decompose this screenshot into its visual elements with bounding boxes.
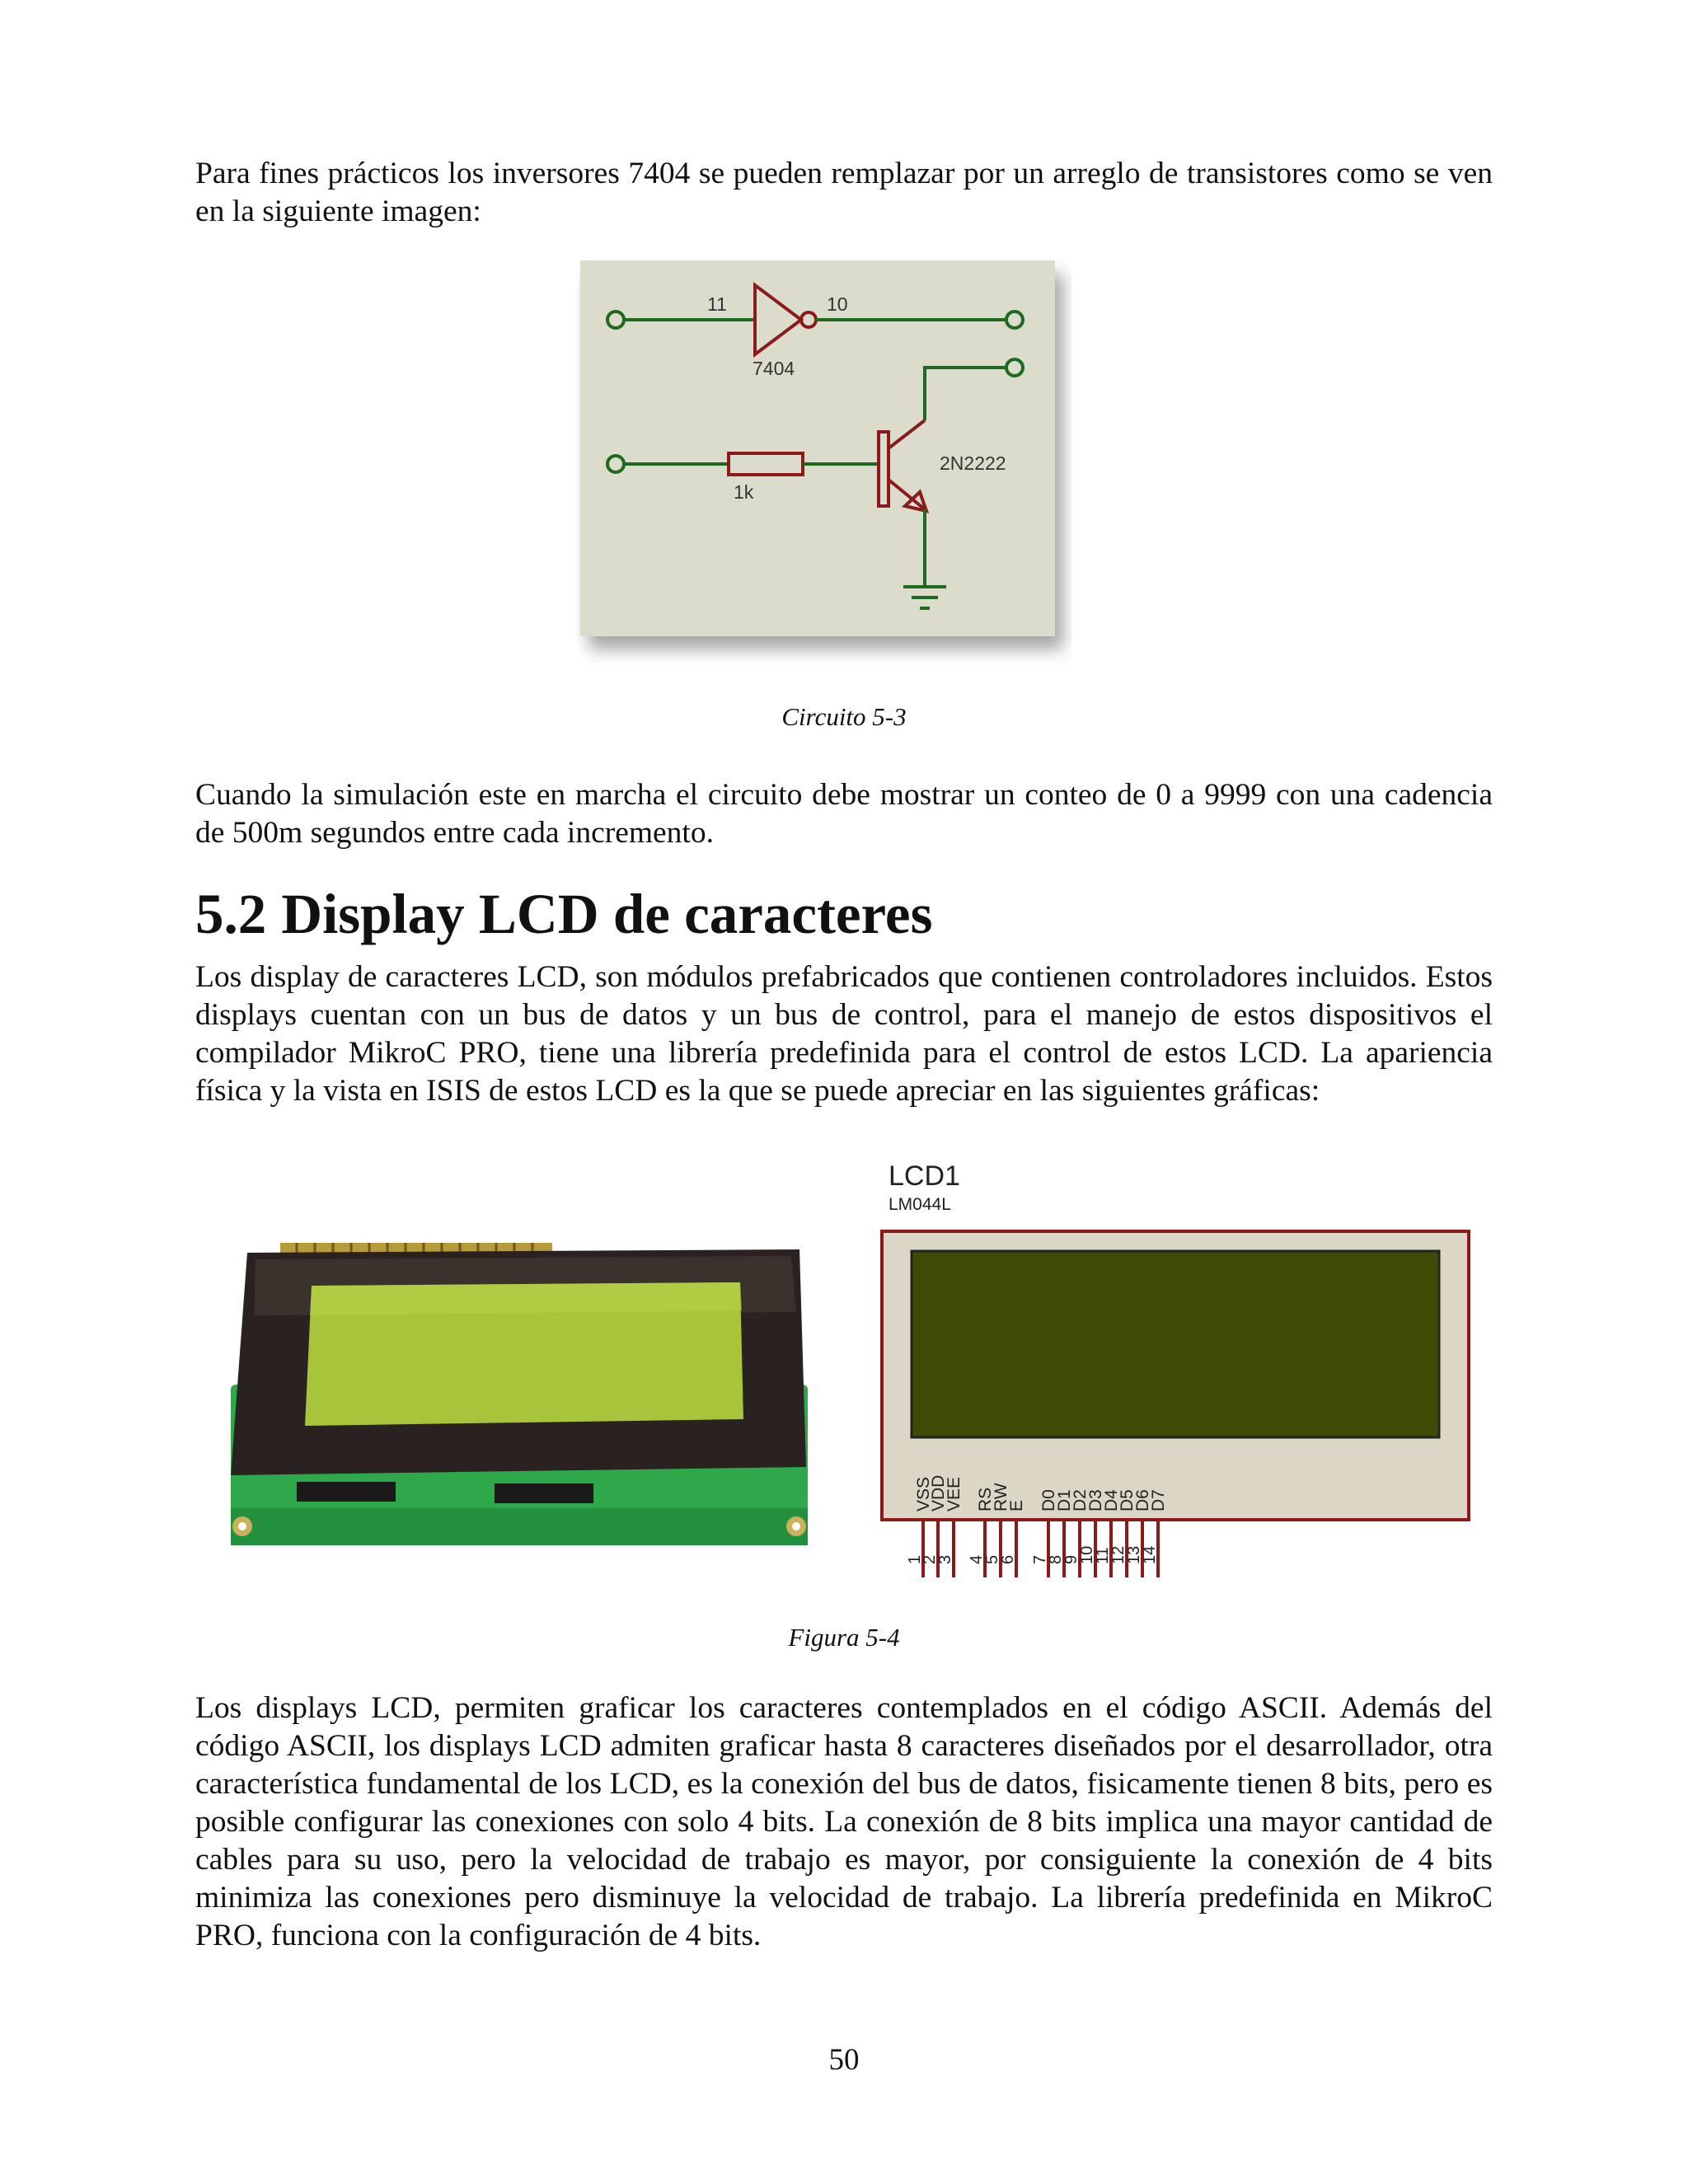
- lcd-pin-number: 7: [1031, 1554, 1049, 1564]
- lcd-pin-name: E: [1007, 1499, 1026, 1511]
- lcd-pin-name: D6: [1133, 1489, 1152, 1511]
- inverter-label: 7404: [753, 358, 795, 379]
- lcd-ref-label: LCD1: [889, 1160, 960, 1192]
- section-title: Display LCD de caracteres: [281, 883, 933, 945]
- lcd-pin-name: D0: [1039, 1489, 1058, 1511]
- intro-paragraph: Para fines prácticos los inversores 7404 se pueden remplazar por un arreglo de transistores como se ven en la siguiente imagen:: [195, 157, 1493, 228]
- lcd-pin-number: 11: [1094, 1547, 1112, 1564]
- pin-in-label: 11: [707, 293, 727, 315]
- lcd-details-paragraph: Los displays LCD, permiten graficar los caracteres contemplados en el código ASCII. Además del código ASCII, los displays LCD admiten graficar hasta 8 caracteres diseñados por el desarrollador, otra característica fundamental de los LCD, es la conexión del bus de datos, fisicamente tienen 8 bits, pero es posible configurar las conexiones con solo 4 bits. La conexión de 8 bits implica una mayor cantidad de cables para su uso, pero la velocidad de trabajo es mayor, por consiguiente la conexión de 4 bits minimiza las conexiones pero disminuye la velocidad de trabajo. La librería predefinida en MikroC PRO, funciona con la configuración de 4 bits.: [195, 1691, 1493, 1952]
- transistor-inverter-schematic: [577, 257, 1071, 669]
- lcd-pin-number: 3: [936, 1554, 954, 1564]
- circuit-caption: Circuito 5-3: [781, 702, 907, 731]
- lcd-pin-name: D7: [1149, 1489, 1168, 1511]
- lcd-intro-paragraph: Los display de caracteres LCD, son módulos prefabricados que contienen controladores incluidos. Estos displays cuentan con un bus de datos y un bus de control, para el manejo de estos dispositivos el compilador MikroC PRO, tiene una librería predefinida para el control de estos LCD. La apariencia física y la vista en ISIS de estos LCD es la que se puede apreciar en las siguientes gráficas:: [195, 960, 1493, 1108]
- transistor-label: 2N2222: [940, 452, 1006, 474]
- section-heading: [195, 877, 932, 951]
- lcd-isis-schematic: [874, 1154, 1484, 1582]
- figure-caption: Figura 5-4: [788, 1623, 900, 1652]
- lcd-pin-number: 13: [1125, 1545, 1143, 1564]
- lcd-pin-name: D3: [1086, 1489, 1105, 1511]
- lcd-screen: [912, 1251, 1439, 1437]
- lcd-pin-number: 9: [1062, 1554, 1081, 1564]
- lcd-pin-name: VSS: [914, 1476, 933, 1511]
- lcd-pin-number: 10: [1078, 1545, 1096, 1564]
- lcd-pin-name: VDD: [929, 1474, 948, 1511]
- simulation-paragraph: Cuando la simulación este en marcha el circuito debe mostrar un conteo de 0 a 9999 con una cadencia de 500m segundos entre cada incremento.: [195, 778, 1493, 850]
- chip-right: [495, 1483, 593, 1503]
- chip-left: [297, 1482, 396, 1502]
- lcd-pin-number: 14: [1141, 1545, 1159, 1564]
- lcd-pin-name: RW: [992, 1483, 1010, 1511]
- lcd-pin-name: VEE: [945, 1476, 964, 1511]
- lcd-pin-name: D2: [1071, 1489, 1090, 1511]
- lcd-pin-name: D5: [1118, 1489, 1137, 1511]
- lcd-pin-number: 6: [999, 1554, 1017, 1564]
- lcd-photo: [223, 1236, 816, 1549]
- schematic-background: [580, 260, 1055, 636]
- lcd-pin-name: D4: [1102, 1489, 1121, 1511]
- lcd-pin-number: 2: [921, 1554, 939, 1564]
- lcd-pin-number: 4: [968, 1554, 986, 1564]
- lcd-pin-number: 8: [1047, 1554, 1065, 1564]
- pin-out-label: 10: [827, 293, 848, 315]
- resistor-label: 1k: [734, 481, 754, 503]
- lcd-pin-name: RS: [976, 1487, 995, 1511]
- lcd-pin-name: D1: [1055, 1489, 1074, 1511]
- page-number: 50: [828, 2043, 860, 2077]
- lcd-pin-number: 5: [983, 1554, 1001, 1564]
- lcd-pin-number: 12: [1109, 1545, 1128, 1564]
- lcd-pin-number: 1: [906, 1554, 924, 1564]
- section-number: 5.2: [195, 883, 267, 945]
- lcd-model-label: LM044L: [889, 1195, 951, 1214]
